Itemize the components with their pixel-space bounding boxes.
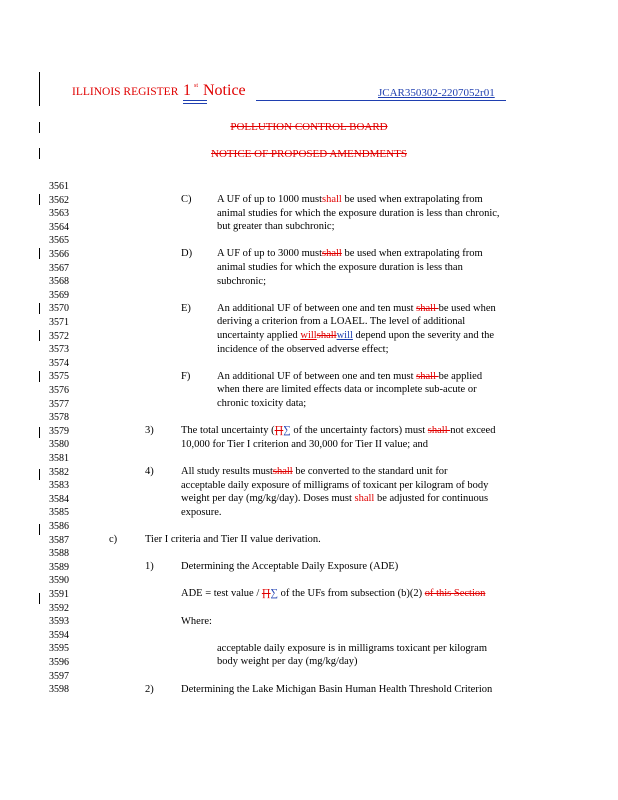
line-number: 3565 bbox=[49, 235, 69, 247]
item-heading: Determining the Lake Michigan Basin Human Health Threshold Criterion bbox=[181, 683, 493, 695]
line-number: 3596 bbox=[49, 657, 69, 668]
line-number: 3578 bbox=[49, 412, 69, 424]
item-text-line: exposure. bbox=[181, 506, 222, 518]
definition-text: body weight per day (mg/kg/day) bbox=[217, 656, 358, 668]
item-text-line: animal studies for which the exposure duration is less than chronic, bbox=[217, 207, 500, 219]
definition-text: acceptable daily exposure is in milligrams toxicant per kilogram bbox=[217, 642, 488, 654]
text-run: A UF of up to 1000 must bbox=[217, 194, 323, 205]
register-superscript: st bbox=[194, 83, 199, 89]
text-run: be applied bbox=[438, 370, 483, 382]
item-text-line: but greater than subchronic; bbox=[217, 221, 335, 233]
change-bar bbox=[39, 303, 40, 314]
deleted-text: of this Section bbox=[424, 588, 486, 600]
line-number: 3598 bbox=[49, 684, 69, 696]
line-number: 3577 bbox=[49, 398, 69, 410]
item-label: c) bbox=[109, 534, 118, 545]
text-run: All study results must bbox=[181, 466, 273, 477]
text-run: weight per day (mg/kg/day). Doses must bbox=[181, 493, 355, 505]
line-number: 3592 bbox=[49, 602, 69, 614]
line-number: 3587 bbox=[49, 534, 69, 546]
item-text-line: animal studies for which the exposure duration is less than bbox=[217, 262, 463, 273]
deleted-text: shall bbox=[427, 425, 451, 437]
text-run: An additional UF of between one and ten must bbox=[217, 302, 417, 314]
text-run: A UF of up to 3000 must bbox=[217, 248, 323, 260]
line-number: 3581 bbox=[49, 453, 69, 464]
inserted-text: will bbox=[300, 330, 317, 341]
register-number: 1 bbox=[183, 82, 191, 99]
inserted-text: shall bbox=[354, 493, 375, 505]
line-number: 3567 bbox=[49, 262, 69, 274]
change-bar bbox=[39, 194, 40, 205]
line-number: 3586 bbox=[49, 521, 69, 532]
item-text-line: chronic toxicity data; bbox=[217, 398, 307, 409]
item-text-line: incidence of the observed adverse effect; bbox=[217, 343, 389, 355]
inserted-symbol: ∑ bbox=[283, 425, 291, 437]
text-run: not exceed bbox=[450, 425, 496, 437]
notice-label: Notice bbox=[203, 82, 246, 99]
line-number: 3583 bbox=[49, 480, 69, 492]
item-label: F) bbox=[181, 370, 191, 382]
item-text-line bbox=[217, 247, 483, 261]
line-number: 3562 bbox=[49, 194, 69, 206]
line-number: 3597 bbox=[49, 670, 69, 682]
line-number: 3570 bbox=[49, 303, 69, 315]
inserted-symbol: ∑ bbox=[270, 588, 279, 600]
line-number: 3591 bbox=[49, 589, 69, 600]
text-run: be converted to the standard unit for bbox=[292, 466, 448, 477]
line-number: 3585 bbox=[49, 507, 69, 519]
change-bar bbox=[39, 593, 40, 604]
line-number: 3595 bbox=[49, 643, 69, 655]
change-bar bbox=[39, 371, 40, 382]
change-bar bbox=[39, 427, 40, 438]
item-text-line bbox=[217, 193, 483, 207]
line-number: 3568 bbox=[49, 276, 69, 288]
item-label: 1) bbox=[145, 561, 154, 573]
item-text-line: when there are limited effects data or incomplete sub-acute or bbox=[217, 384, 477, 396]
item-label: D) bbox=[181, 248, 193, 260]
item-text-line: acceptable daily exposure of milligrams of toxicant per kilogram of body bbox=[181, 479, 489, 491]
text-run: ADE = test value / bbox=[181, 588, 262, 600]
where-label: Where: bbox=[181, 615, 212, 627]
line-number: 3574 bbox=[49, 357, 69, 369]
line-number: 3582 bbox=[49, 466, 69, 478]
page-header bbox=[72, 82, 542, 104]
text-run: of the UFs from subsection (b)(2) bbox=[278, 588, 425, 600]
item-label: 2) bbox=[145, 683, 154, 695]
item-text-line bbox=[217, 329, 494, 343]
deleted-text: shall bbox=[416, 302, 439, 314]
item-text-line: subchronic; bbox=[217, 275, 266, 287]
item-text-line bbox=[181, 424, 495, 438]
text-run: An additional UF of between one and ten must bbox=[217, 370, 417, 382]
line-number: 3569 bbox=[49, 289, 69, 301]
change-bar bbox=[39, 330, 40, 341]
deleted-symbol: ∏ bbox=[274, 425, 284, 437]
deleted-text: shall bbox=[416, 370, 439, 382]
item-text-line: deriving a criterion from a LOAEL. The level of additional bbox=[217, 316, 466, 328]
line-number: 3576 bbox=[49, 385, 69, 396]
text-run: be used when extrapolating from bbox=[341, 194, 483, 205]
line-number: 3575 bbox=[49, 371, 69, 383]
line-number: 3589 bbox=[49, 561, 69, 573]
inserted-text: shall bbox=[322, 194, 342, 205]
notice-title: NOTICE OF PROPOSED AMENDMENTS bbox=[211, 148, 407, 160]
line-number: 3564 bbox=[49, 221, 69, 233]
deleted-text: shall bbox=[316, 330, 337, 341]
item-text-line: Tier I criteria and Tier II value derivation. bbox=[145, 534, 321, 545]
line-number: 3590 bbox=[49, 575, 69, 587]
deleted-text: shall bbox=[272, 466, 293, 477]
text-run: be adjusted for continuous bbox=[374, 493, 489, 505]
deleted-text: shall bbox=[322, 248, 342, 260]
change-bar bbox=[39, 72, 40, 106]
line-number: 3580 bbox=[49, 439, 69, 451]
item-text-line bbox=[217, 302, 496, 316]
register-insert-mark bbox=[183, 100, 207, 104]
item-text-line bbox=[181, 465, 448, 479]
inserted-text: will bbox=[336, 330, 353, 341]
document-id: JCAR350302-2207052r01 bbox=[378, 87, 495, 99]
item-text-line bbox=[217, 370, 482, 384]
ade-equation bbox=[181, 587, 485, 601]
item-heading: Determining the Acceptable Daily Exposure (ADE) bbox=[181, 561, 399, 573]
header-underline bbox=[256, 100, 506, 101]
change-bar bbox=[39, 524, 40, 535]
item-label: 3) bbox=[145, 425, 154, 437]
line-number: 3584 bbox=[49, 493, 69, 505]
change-bar bbox=[39, 248, 40, 259]
text-run: be used when extrapolating from bbox=[341, 248, 483, 260]
line-number: 3572 bbox=[49, 330, 69, 342]
line-number: 3566 bbox=[49, 249, 69, 260]
text-run: The total uncertainty ( bbox=[181, 425, 275, 437]
change-bar bbox=[39, 469, 40, 480]
line-number: 3561 bbox=[49, 181, 69, 192]
item-label: C) bbox=[181, 194, 192, 205]
item-text-line: 10,000 for Tier I criterion and 30,000 for Tier II value; and bbox=[181, 438, 429, 450]
text-run: of the uncertainty factors) must bbox=[290, 425, 428, 437]
board-title: POLLUTION CONTROL BOARD bbox=[230, 121, 388, 133]
item-label: 4) bbox=[145, 466, 154, 477]
text-run: be used when bbox=[438, 302, 496, 314]
line-number: 3571 bbox=[49, 317, 69, 328]
line-number: 3593 bbox=[49, 616, 69, 628]
register-title: ILLINOIS REGISTER bbox=[72, 86, 179, 98]
line-number: 3563 bbox=[49, 208, 69, 220]
text-run: uncertainty applied bbox=[217, 330, 301, 341]
line-number: 3594 bbox=[49, 629, 69, 641]
item-text-line bbox=[181, 492, 488, 506]
text-run: depend upon the severity and the bbox=[352, 330, 495, 341]
line-number: 3579 bbox=[49, 425, 69, 437]
line-number: 3588 bbox=[49, 548, 69, 560]
line-number: 3573 bbox=[49, 344, 69, 356]
deleted-symbol: ∏ bbox=[261, 588, 271, 600]
item-label: E) bbox=[181, 302, 191, 314]
